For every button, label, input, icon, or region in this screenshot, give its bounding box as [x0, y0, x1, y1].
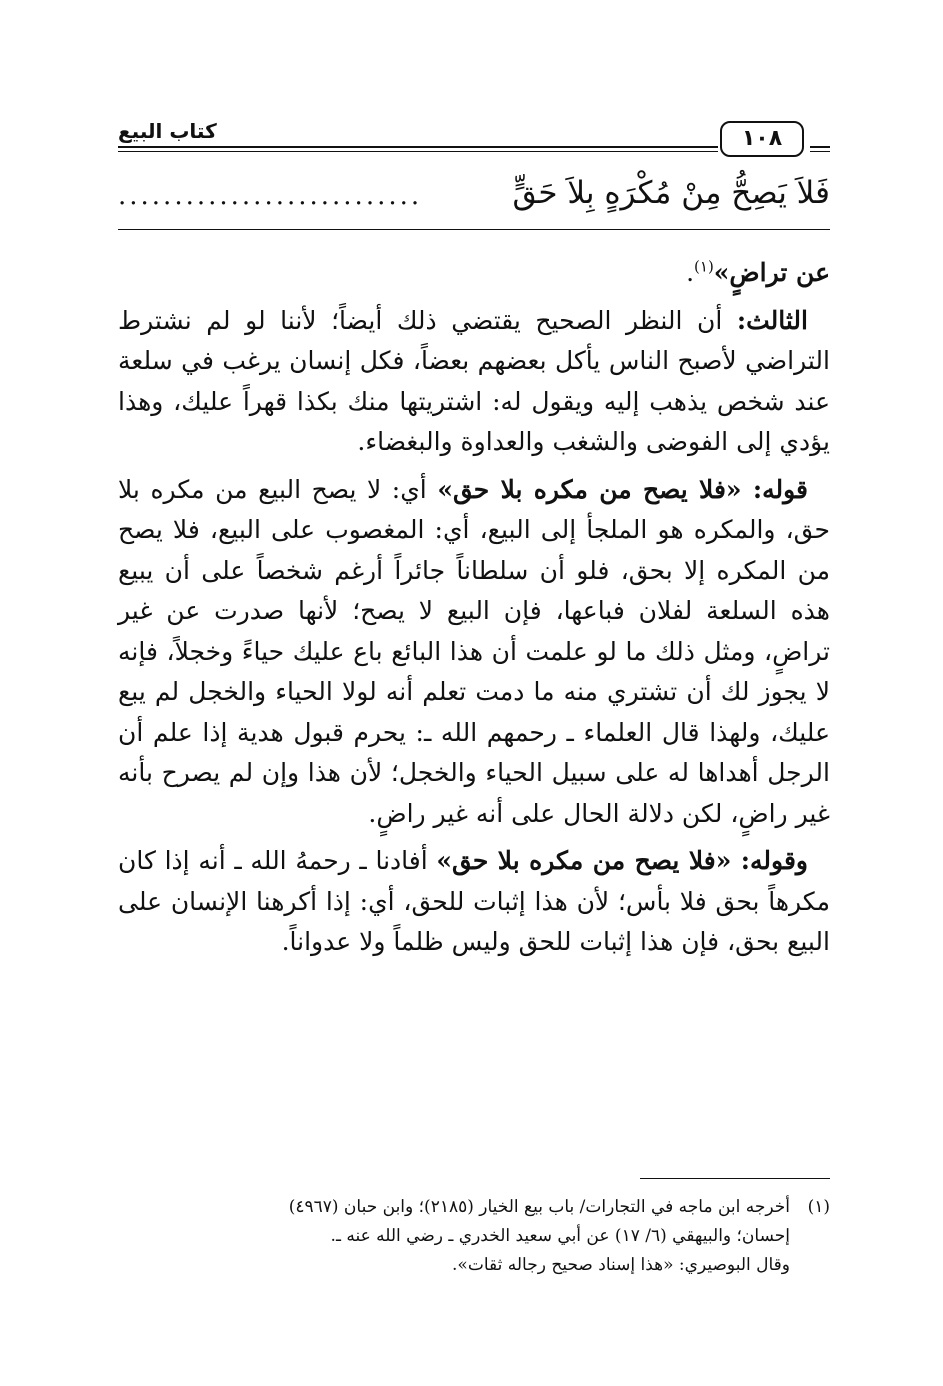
paragraph-text: أي: لا يصح البيع من مكره بلا حق، والمكره هو الملجأ إلى البيع، أي: المغصوب على البيع، فلا يصح من المكره إلا بحق، فلو أن سلطاناً جائراً أرغم شخصاً على أن يبيع هذه السلعة لفلان فباعها، فإن البيع لا يصح؛ لأنها صدرت عن غير تراضٍ، ومثل ذلك ما لو علمت أن هذا البائع باع عليك حياءً وخجلاً، فإنه لا يجوز لك أن تشتري منه ما دمت تعلم أنه لولا الحياء والخجل لم يبع عليك، ولهذا قال العلماء ـ رحمهم الله ـ: يحرم قبول هدية إذا علم أن الرجل أهداها له على سبيل الحياء والخجل؛ لأن هذا وإن لم يصرح بأنه غير راضٍ، لكن دلالة الحال على أنه غير راضٍ.	[118, 474, 830, 828]
book-title: كتاب البيع	[118, 119, 217, 143]
footnote-rule	[640, 1178, 830, 1179]
running-header	[118, 113, 830, 163]
sentence-end: .	[686, 258, 695, 287]
paragraph-continuation	[118, 253, 830, 294]
quote-end: عن تراضٍ»	[713, 258, 830, 287]
header-rule	[810, 151, 830, 152]
body-text	[118, 253, 830, 970]
footnote-item	[118, 1193, 830, 1280]
paragraph-text: أن النظر الصحيح يقتضي ذلك أيضاً؛ لأننا لو لم نشترط التراضي لأصبح الناس يأكل بعضهم بعضاً، فكل إنسان يرغب في سلعة عند شخص يذهب إليه ويقول له: اشتريتها منك بكذا قهراً عليك، وهذا يؤدي إلى الفوضى والشغب والعداوة والبغضاء.	[118, 305, 830, 456]
header-rule	[118, 146, 718, 148]
paragraph-lead: وقوله: «فلا يصح من مكره بلا حق»	[436, 846, 808, 875]
footnotes	[118, 1193, 830, 1280]
matn-heading	[118, 167, 830, 230]
paragraph-text: أفادنا ـ رحمهُ الله ـ أنه إذا كان مكرهاً بحق فلا بأس؛ لأن هذا إثبات للحق، أي: إذا أكرهنا الإنسان على البيع بحق، فإن هذا إثبات للحق وليس ظلماً ولا عدواناً.	[118, 846, 830, 956]
paragraph-third-reason	[118, 301, 830, 463]
paragraph-commentary-1	[118, 470, 830, 835]
matn-text: فَلاَ يَصِحُّ مِنْ مُكْرَهٍ بِلاَ حَقٍّ	[512, 175, 830, 211]
book-page	[118, 105, 830, 1345]
footnote-line: أخرجه ابن ماجه في التجارات/ باب بيع الخيار (٢١٨٥)؛ وابن حبان (٤٩٦٧)	[288, 1197, 790, 1217]
footnote-line: وقال البوصيري: «هذا إسناد صحيح رجاله ثقات».	[452, 1255, 790, 1275]
paragraph-lead: قوله: «فلا يصح من مكره بلا حق»	[437, 474, 808, 504]
header-rule	[810, 146, 830, 148]
paragraph-commentary-2	[118, 841, 830, 963]
footnote-line: إحسان؛ والبيهقي (٦/ ١٧) عن أبي سعيد الخدري ـ رضي الله عنه ـ.	[330, 1226, 790, 1246]
matn-leader-dots: ...........................	[118, 181, 423, 211]
paragraph-lead: الثالث:	[736, 305, 808, 335]
footnote-ref: (١)	[694, 257, 714, 276]
footnote-body	[118, 1193, 790, 1280]
header-rule	[118, 151, 718, 152]
footnote-marker: (١)	[807, 1197, 830, 1217]
page-number: ١٠٨	[720, 121, 804, 157]
